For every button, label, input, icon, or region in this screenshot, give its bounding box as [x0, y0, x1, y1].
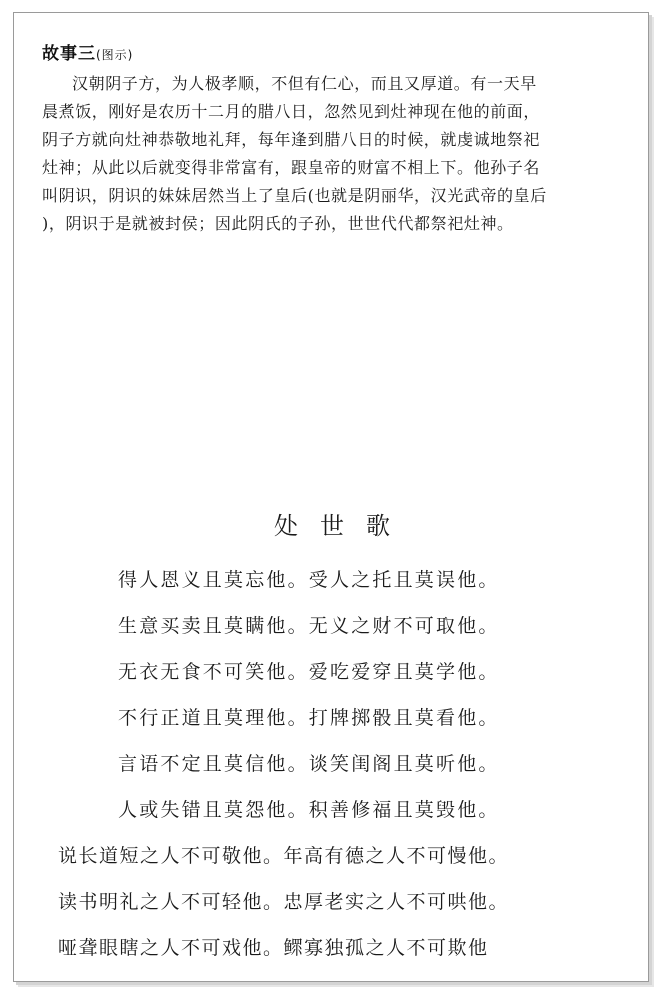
poem-title: 处世歌: [274, 512, 412, 540]
poem-section: [14, 509, 650, 971]
document-page: [13, 12, 649, 982]
story-line: 晨煮饭，刚好是农历十二月的腊八日，忽然见到灶神现在他的前面，: [42, 102, 541, 121]
story-line: )，阴识于是就被封侯；因此阴氏的子孙，世世代代都祭祀灶神。: [42, 214, 514, 233]
poem-line: 人或失错且莫怨他。积善修福且莫毁他。: [118, 799, 500, 821]
poem-line: 言语不定且莫信他。谈笑闺阁且莫听他。: [118, 753, 500, 775]
poem-line: 得人恩义且莫忘他。受人之托且莫误他。: [118, 569, 500, 591]
poem-line: 无衣无食不可笑他。爱吃爱穿且莫学他。: [118, 661, 500, 683]
poem-line: 不行正道且莫理他。打牌掷骰且莫看他。: [118, 707, 500, 729]
story-section: [42, 43, 622, 238]
story-line: 汉朝阴子方，为人极孝顺，不但有仁心，而且又厚道。有一天早: [72, 74, 537, 93]
story-heading: [42, 43, 622, 66]
story-heading-note: (图示): [96, 48, 134, 62]
story-line: 叫阴识，阴识的妹妹居然当上了皇后(也就是阴丽华，汉光武帝的皇后: [42, 186, 547, 205]
poem-line: 生意买卖且莫瞒他。无义之财不可取他。: [118, 615, 500, 637]
poem-line: 哑聋眼瞎之人不可戏他。鳏寡独孤之人不可欺他: [58, 937, 489, 959]
story-heading-text: 故事三: [42, 44, 96, 64]
story-line: 阴子方就向灶神恭敬地礼拜，每年逢到腊八日的时候，就虔诚地祭祀: [42, 130, 541, 149]
poem-line: 读书明礼之人不可轻他。忠厚老实之人不可哄他。: [58, 891, 510, 913]
poem-line: 说长道短之人不可敬他。年高有德之人不可慢他。: [58, 845, 510, 867]
story-line: 灶神；从此以后就变得非常富有，跟皇帝的财富不相上下。他孙子名: [42, 158, 541, 177]
